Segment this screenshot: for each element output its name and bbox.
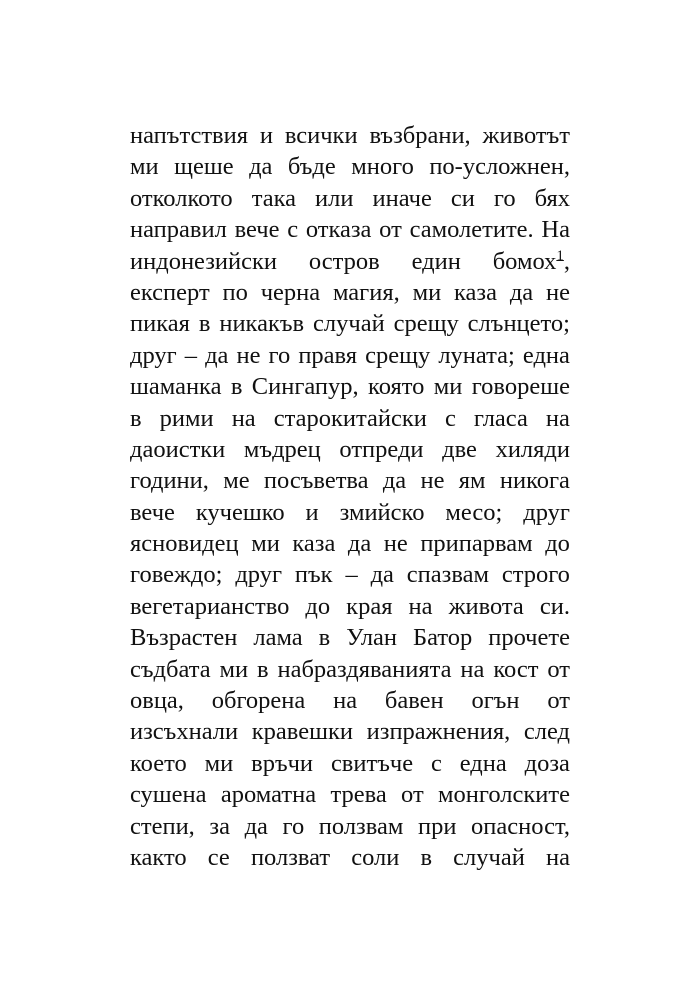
word: бомох$^1$, xyxy=(493,246,570,277)
word: гласа xyxy=(473,404,528,432)
word: не xyxy=(545,278,570,306)
word: изпражнения, xyxy=(366,718,511,746)
word: ползват xyxy=(250,843,331,871)
text-line xyxy=(130,340,570,371)
word: обгорена xyxy=(211,687,306,715)
word: На xyxy=(541,216,570,244)
word: месо; xyxy=(445,498,503,526)
word: на xyxy=(408,592,433,620)
word: до xyxy=(545,530,570,558)
word: след xyxy=(523,718,570,746)
word: да xyxy=(509,278,534,306)
word: кучешко xyxy=(195,498,285,526)
word: при xyxy=(417,812,457,840)
text-line xyxy=(130,183,570,214)
word: пък xyxy=(294,561,333,589)
word: – xyxy=(184,341,198,369)
word: отпреди xyxy=(339,435,424,463)
text-line xyxy=(130,120,570,151)
word: две xyxy=(442,435,477,463)
text-line xyxy=(130,308,570,339)
word: да xyxy=(244,812,268,840)
text-line xyxy=(130,748,570,779)
word: Батор xyxy=(413,624,473,652)
word: никакъв xyxy=(219,310,305,338)
word: напътствия xyxy=(130,122,248,149)
word: трева xyxy=(330,781,387,809)
word: съдбата xyxy=(130,655,211,683)
word: на xyxy=(333,687,358,715)
word: направил xyxy=(130,216,227,244)
word: се xyxy=(207,843,230,871)
word: говореше xyxy=(471,373,570,401)
word: рими xyxy=(159,404,214,432)
word: си. xyxy=(539,592,570,620)
word: пикая xyxy=(130,310,190,338)
word: Възрастен xyxy=(130,624,238,652)
text-line xyxy=(130,246,570,277)
word: ми xyxy=(130,153,159,181)
word: за xyxy=(209,812,230,840)
word: на xyxy=(545,843,570,871)
word: щеше xyxy=(174,153,234,181)
word: опасност, xyxy=(471,812,570,840)
word: в xyxy=(318,624,331,652)
word: даоистки xyxy=(130,435,226,463)
word: срещу xyxy=(393,310,459,338)
text-line xyxy=(130,811,570,842)
word: по-усложнен, xyxy=(429,153,570,181)
word: остров xyxy=(308,247,380,275)
word: в xyxy=(420,843,433,871)
word: слънцето; xyxy=(467,310,570,338)
word: Улан xyxy=(346,624,398,652)
word: луната; xyxy=(438,341,515,369)
footnote-trailing-punctuation: , xyxy=(563,247,570,275)
word: и xyxy=(305,498,319,526)
word: друг xyxy=(235,561,283,589)
word: от xyxy=(547,655,570,683)
word: сушена xyxy=(130,781,207,809)
word: от xyxy=(401,781,424,809)
word: монголските xyxy=(438,781,570,809)
text-line xyxy=(130,497,570,528)
word: живота xyxy=(448,592,524,620)
word: експерт xyxy=(130,278,210,306)
word: огън xyxy=(471,687,520,715)
word: кост xyxy=(493,655,539,683)
word: срещу xyxy=(365,341,431,369)
word: да xyxy=(249,153,273,181)
word: която xyxy=(368,373,425,401)
word: животът xyxy=(482,122,570,149)
word: никога xyxy=(499,467,570,495)
word: с xyxy=(430,749,442,777)
word: ми xyxy=(433,373,463,401)
text-line xyxy=(130,371,570,402)
word: каза xyxy=(454,278,497,306)
page-text xyxy=(130,120,570,873)
word: ползвам xyxy=(318,812,404,840)
text-line xyxy=(130,434,570,465)
word: много xyxy=(351,153,414,181)
word: на xyxy=(460,655,485,683)
text-line xyxy=(130,654,570,685)
word: случай xyxy=(453,843,525,871)
word: го xyxy=(493,184,516,212)
word: говеждо; xyxy=(130,561,223,589)
text-line xyxy=(130,559,570,590)
word: черна xyxy=(260,278,321,306)
word: ми xyxy=(412,278,442,306)
word: така xyxy=(251,184,296,212)
word: набраздяванията xyxy=(277,655,452,683)
word: да xyxy=(382,467,407,495)
word: до xyxy=(305,592,331,620)
word: лама xyxy=(253,624,303,652)
word: спазвам xyxy=(406,561,489,589)
word: в xyxy=(198,310,211,338)
word: края xyxy=(346,592,393,620)
word: свитъче xyxy=(330,749,414,777)
word: степи, xyxy=(130,812,195,840)
word: бях xyxy=(534,184,570,212)
word: друг xyxy=(130,341,177,369)
word: по xyxy=(222,278,248,306)
word: ме xyxy=(223,467,250,495)
word: го xyxy=(268,341,291,369)
word: си xyxy=(450,184,475,212)
word: ясновидец xyxy=(130,530,239,558)
text-line xyxy=(130,591,570,622)
word: да xyxy=(347,530,372,558)
word: вече xyxy=(234,216,280,244)
word: бавен xyxy=(384,687,444,715)
word: не xyxy=(236,341,261,369)
word: един xyxy=(411,247,461,275)
word: не xyxy=(420,467,445,495)
word: да xyxy=(205,341,229,369)
word: каза xyxy=(292,530,336,558)
word: змийско xyxy=(339,498,425,526)
word: или xyxy=(315,184,354,212)
word: хиляди xyxy=(495,435,570,463)
text-line xyxy=(130,528,570,559)
word: не xyxy=(383,530,408,558)
word: една xyxy=(522,341,570,369)
word: на xyxy=(545,404,570,432)
word: друг xyxy=(523,498,570,526)
word: от xyxy=(547,687,570,715)
word: възбрани, xyxy=(369,122,471,149)
word: от xyxy=(379,216,402,244)
word: случай xyxy=(313,310,385,338)
word: вегетарианство xyxy=(130,592,290,620)
word: една xyxy=(459,749,507,777)
word: шаманка xyxy=(130,373,222,401)
word: връчи xyxy=(251,749,314,777)
word: в xyxy=(130,404,142,432)
word: вече xyxy=(130,498,175,526)
word: ми xyxy=(204,749,234,777)
word: и xyxy=(259,122,273,149)
word: с xyxy=(444,404,456,432)
word: което xyxy=(130,749,187,777)
word: бъде xyxy=(287,153,336,181)
footnote-reference-link[interactable]: 1 xyxy=(556,247,564,264)
word: посъветва xyxy=(263,467,369,495)
word: правя xyxy=(298,341,358,369)
word: изсъхнали xyxy=(130,718,239,746)
text-line xyxy=(130,277,570,308)
text-line xyxy=(130,465,570,496)
word: индонезийски xyxy=(130,247,278,275)
word: самолетите. xyxy=(409,216,534,244)
word: старокитайски xyxy=(273,404,427,432)
text-line xyxy=(130,151,570,182)
word: припарвам xyxy=(420,530,533,558)
word: ароматна xyxy=(220,781,317,809)
word: кравешки xyxy=(251,718,353,746)
word: отколкото xyxy=(130,184,233,212)
word: мъдрец xyxy=(243,435,321,463)
word: го xyxy=(282,812,305,840)
word: в xyxy=(230,373,243,401)
text-line xyxy=(130,403,570,434)
word: овца, xyxy=(130,687,184,715)
text-line xyxy=(130,685,570,716)
word: години, xyxy=(130,467,209,495)
word: строго xyxy=(501,561,570,589)
word: магия, xyxy=(332,278,400,306)
word: иначе xyxy=(372,184,432,212)
word: както xyxy=(130,843,187,871)
word: отказа xyxy=(305,216,372,244)
word: соли xyxy=(351,843,400,871)
word: в xyxy=(257,655,269,683)
text-line xyxy=(130,622,570,653)
word: ми xyxy=(251,530,280,558)
word: да xyxy=(370,561,394,589)
word: прочете xyxy=(488,624,570,652)
word: – xyxy=(345,561,358,589)
text-line xyxy=(130,842,570,873)
text-line xyxy=(130,716,570,747)
word: ми xyxy=(219,655,249,683)
word: с xyxy=(287,216,299,244)
text-line xyxy=(130,779,570,810)
word: ям xyxy=(458,467,486,495)
word: на xyxy=(231,404,256,432)
word: Сингапур, xyxy=(251,373,359,401)
word: доза xyxy=(524,749,570,777)
text-line xyxy=(130,214,570,245)
word: всички xyxy=(284,122,358,149)
